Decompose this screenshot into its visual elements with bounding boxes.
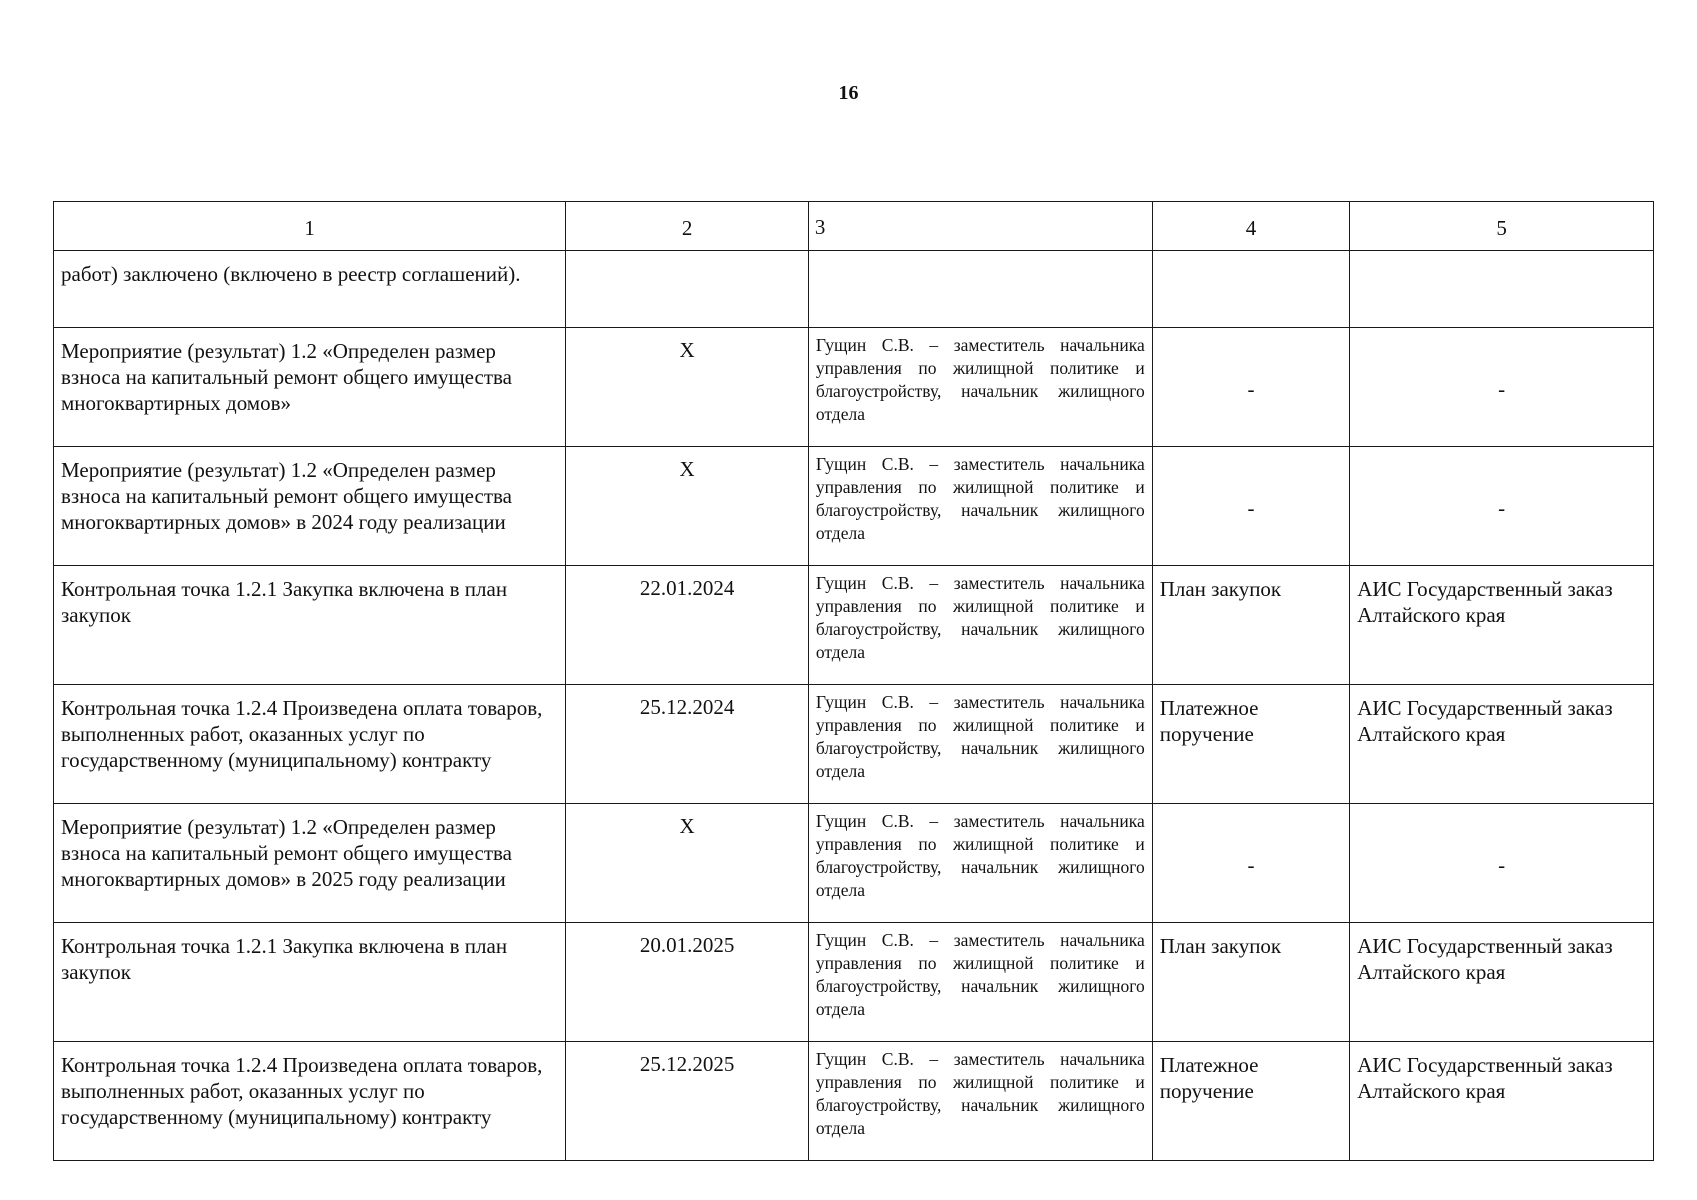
table-row — [54, 447, 1654, 566]
column-header: 2 — [566, 202, 809, 251]
column-header: 1 — [54, 202, 566, 251]
table-row — [54, 328, 1654, 447]
column-header: 3 — [808, 202, 1152, 251]
event-name-cell: Мероприятие (результат) 1.2 «Определен размер взноса на капитальный ремонт общего имущества многоквартирных домов» — [54, 328, 566, 447]
document-type-cell: - — [1152, 804, 1349, 923]
table-row — [54, 923, 1654, 1042]
responsible-cell: Гущин С.В. – заместитель начальника управления по жилищной политике и благоустройству, начальник жилищного отдела — [808, 685, 1152, 804]
deadline-cell: 20.01.2025 — [566, 923, 809, 1042]
deadline-cell: 25.12.2024 — [566, 685, 809, 804]
document-type-cell: Платежное поручение — [1152, 685, 1349, 804]
responsible-cell: Гущин С.В. – заместитель начальника управления по жилищной политике и благоустройству, начальник жилищного отдела — [808, 566, 1152, 685]
table-row — [54, 804, 1654, 923]
responsible-cell — [808, 251, 1152, 328]
deadline-cell: X — [566, 447, 809, 566]
responsible-cell: Гущин С.В. – заместитель начальника управления по жилищной политике и благоустройству, начальник жилищного отдела — [808, 1042, 1152, 1161]
column-header: 4 — [1152, 202, 1349, 251]
page-number: 16 — [838, 82, 859, 104]
document-type-cell — [1152, 251, 1349, 328]
info-system-cell: - — [1350, 447, 1654, 566]
deadline-cell: X — [566, 328, 809, 447]
plan-table — [53, 201, 1654, 1161]
deadline-cell: 22.01.2024 — [566, 566, 809, 685]
deadline-cell — [566, 251, 809, 328]
table-row — [54, 566, 1654, 685]
event-name-cell: Мероприятие (результат) 1.2 «Определен размер взноса на капитальный ремонт общего имущества многоквартирных домов» в 2025 году реализации — [54, 804, 566, 923]
table-row — [54, 685, 1654, 804]
responsible-cell: Гущин С.В. – заместитель начальника управления по жилищной политике и благоустройству, начальник жилищного отдела — [808, 804, 1152, 923]
event-name-cell: Контрольная точка 1.2.4 Произведена оплата товаров, выполненных работ, оказанных услуг по государственному (муниципальному) контракту — [54, 1042, 566, 1161]
info-system-cell: - — [1350, 804, 1654, 923]
document-type-cell: План закупок — [1152, 566, 1349, 685]
event-name-cell: Контрольная точка 1.2.1 Закупка включена в план закупок — [54, 566, 566, 685]
event-name-cell: Контрольная точка 1.2.4 Произведена оплата товаров, выполненных работ, оказанных услуг по государственному (муниципальному) контракту — [54, 685, 566, 804]
info-system-cell: АИС Государственный заказ Алтайского края — [1350, 685, 1654, 804]
info-system-cell: АИС Государственный заказ Алтайского края — [1350, 1042, 1654, 1161]
table-row-continuation — [54, 251, 1654, 328]
event-name-cell: Контрольная точка 1.2.1 Закупка включена в план закупок — [54, 923, 566, 1042]
event-name-cell: Мероприятие (результат) 1.2 «Определен размер взноса на капитальный ремонт общего имущества многоквартирных домов» в 2024 году реализации — [54, 447, 566, 566]
responsible-cell: Гущин С.В. – заместитель начальника управления по жилищной политике и благоустройству, начальник жилищного отдела — [808, 923, 1152, 1042]
info-system-cell: АИС Государственный заказ Алтайского края — [1350, 923, 1654, 1042]
deadline-cell: X — [566, 804, 809, 923]
responsible-cell: Гущин С.В. – заместитель начальника управления по жилищной политике и благоустройству, начальник жилищного отдела — [808, 328, 1152, 447]
responsible-cell: Гущин С.В. – заместитель начальника управления по жилищной политике и благоустройству, начальник жилищного отдела — [808, 447, 1152, 566]
info-system-cell — [1350, 251, 1654, 328]
event-name-cell: работ) заключено (включено в реестр соглашений). — [54, 251, 566, 328]
document-type-cell: - — [1152, 447, 1349, 566]
document-type-cell: Платежное поручение — [1152, 1042, 1349, 1161]
deadline-cell: 25.12.2025 — [566, 1042, 809, 1161]
table-header-row — [54, 202, 1654, 251]
column-header: 5 — [1350, 202, 1654, 251]
document-type-cell: План закупок — [1152, 923, 1349, 1042]
document-type-cell: - — [1152, 328, 1349, 447]
info-system-cell: АИС Государственный заказ Алтайского края — [1350, 566, 1654, 685]
info-system-cell: - — [1350, 328, 1654, 447]
table-row — [54, 1042, 1654, 1161]
